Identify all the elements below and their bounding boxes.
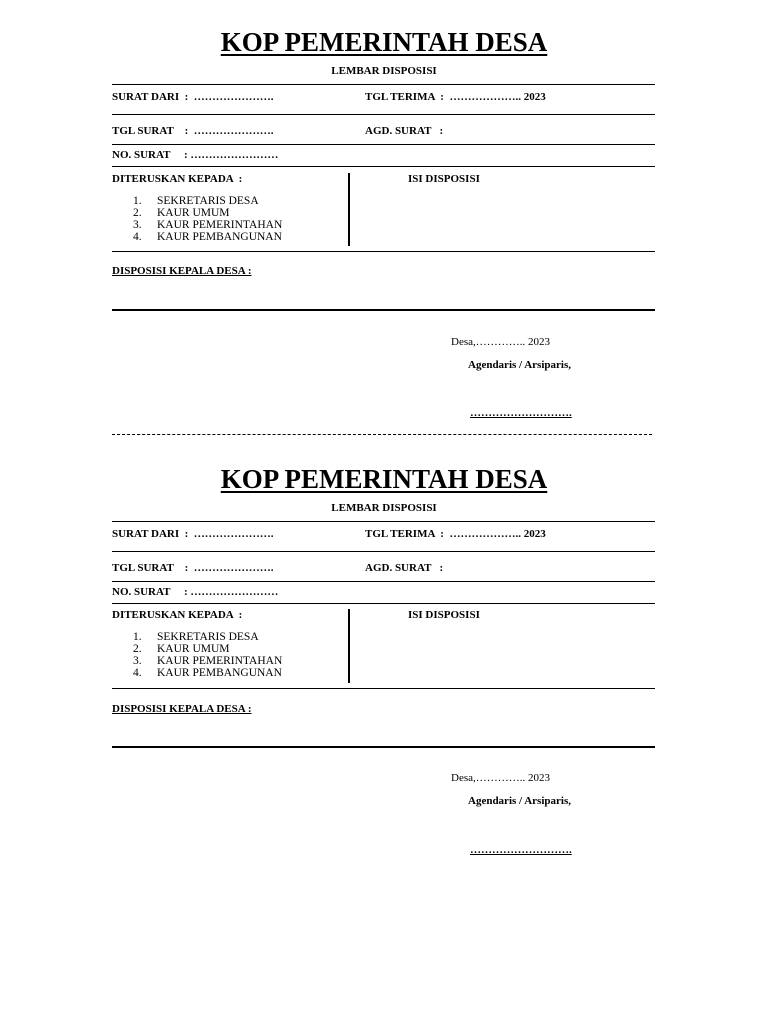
divider — [112, 251, 655, 252]
surat-dari-field: SURAT DARI : …………………. — [112, 91, 274, 103]
recipient-list — [133, 631, 282, 679]
list-item: 2. KAUR UMUM — [133, 643, 230, 655]
date-line: Desa,………….. 2023 — [451, 336, 550, 348]
divider — [112, 114, 655, 115]
no-surat-field: NO. SURAT : …………………… — [112, 149, 279, 161]
letterhead-title: KOP PEMERINTAH DESA — [220, 464, 548, 494]
isi-disposisi-label: ISI DISPOSISI — [408, 609, 480, 621]
diteruskan-kepada-label: DITERUSKAN KEPADA : — [112, 609, 243, 621]
isi-disposisi-label: ISI DISPOSISI — [408, 173, 480, 185]
signature-line: ………………………. — [470, 844, 572, 856]
recipient-list — [133, 195, 282, 243]
divider — [112, 581, 655, 582]
divider — [112, 688, 655, 689]
divider — [112, 603, 655, 604]
form-subtitle: LEMBAR DISPOSISI — [331, 502, 437, 514]
disposisi-kepala-desa-label: DISPOSISI KEPALA DESA : — [112, 703, 252, 715]
disposisi-kepala-desa-label: DISPOSISI KEPALA DESA : — [112, 265, 252, 277]
letterhead-title: KOP PEMERINTAH DESA — [220, 27, 548, 57]
surat-dari-field: SURAT DARI : …………………. — [112, 528, 274, 540]
list-item: 1. SEKRETARIS DESA — [133, 195, 259, 207]
list-item: 4. KAUR PEMBANGUNAN — [133, 667, 282, 679]
cut-line — [112, 434, 652, 435]
divider — [112, 746, 655, 748]
divider — [112, 309, 655, 311]
list-item: 2. KAUR UMUM — [133, 207, 230, 219]
divider — [112, 166, 655, 167]
tgl-surat-field: TGL SURAT : …………………. — [112, 125, 274, 137]
list-item: 3. KAUR PEMERINTAHAN — [133, 219, 283, 231]
list-item: 3. KAUR PEMERINTAHAN — [133, 655, 283, 667]
list-item: 1. SEKRETARIS DESA — [133, 631, 259, 643]
column-divider — [348, 173, 350, 246]
divider — [112, 551, 655, 552]
tgl-surat-field: TGL SURAT : …………………. — [112, 562, 274, 574]
agd-surat-field: AGD. SURAT : — [365, 125, 444, 137]
signature-line: ………………………. — [470, 407, 572, 419]
divider — [112, 84, 655, 85]
signer-title: Agendaris / Arsiparis, — [468, 359, 571, 371]
diteruskan-kepada-label: DITERUSKAN KEPADA : — [112, 173, 243, 185]
divider — [112, 521, 655, 522]
tgl-terima-field: TGL TERIMA : ……………….. 2023 — [365, 528, 546, 540]
disposition-form — [0, 0, 768, 420]
no-surat-field: NO. SURAT : …………………… — [112, 586, 279, 598]
column-divider — [348, 609, 350, 683]
tgl-terima-field: TGL TERIMA : ……………….. 2023 — [365, 91, 546, 103]
divider — [112, 144, 655, 145]
signer-title: Agendaris / Arsiparis, — [468, 795, 571, 807]
agd-surat-field: AGD. SURAT : — [365, 562, 444, 574]
disposition-form — [0, 437, 768, 857]
date-line: Desa,………….. 2023 — [451, 772, 550, 784]
form-subtitle: LEMBAR DISPOSISI — [331, 65, 437, 77]
list-item: 4. KAUR PEMBANGUNAN — [133, 231, 282, 243]
